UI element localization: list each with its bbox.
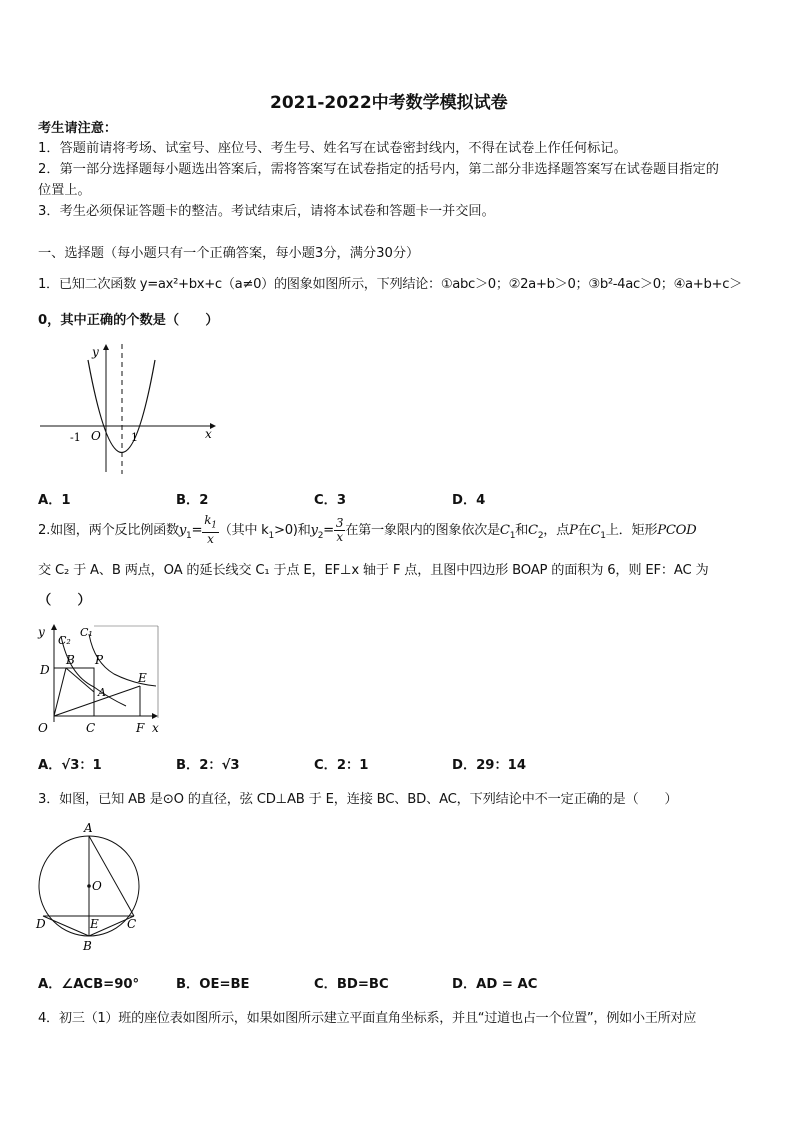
- q2-a-label: A: [98, 686, 106, 699]
- section-heading: 一、选择题（每小题只有一个正确答案，每小题3分，满分30分）: [38, 246, 420, 261]
- q2-c-label: C: [86, 721, 96, 735]
- q3-option-b[interactable]: B．OE=BE: [176, 977, 250, 992]
- q3-d-label: D: [36, 917, 46, 931]
- q2-e-label: E: [138, 671, 147, 685]
- q1-y-axis-label: y: [92, 345, 99, 359]
- notice-item-2-cont: 位置上。: [38, 183, 91, 198]
- q1-option-d[interactable]: D．4: [452, 493, 486, 508]
- q2-f-label: F: [136, 721, 145, 735]
- q2-hyperbola-figure: [34, 620, 164, 738]
- q2-option-d[interactable]: D．29：14: [452, 758, 527, 773]
- q1-tick-neg1: -1: [70, 431, 81, 444]
- q4-stem-line1: 4．初三（1）班的座位表如图所示，如果如图所示建立平面直角坐标系，并且“过道也占一个位置”，例如小王所对应: [38, 1011, 697, 1026]
- q2-option-c[interactable]: C．2：1: [314, 758, 369, 773]
- notice-item-3: 3．考生必须保证答题卡的整洁。考试结束后，请将本试卷和答题卡一并交回。: [38, 204, 495, 219]
- q2-stem-line2: 交 C₂ 于 A、B 两点，OA 的延长线交 C₁ 于点 E，EF⊥x 轴于 F 点，且图中四边形 BOAP 的面积为 6，则 EF：AC 为: [38, 563, 709, 578]
- q3-e-label: E: [90, 917, 99, 931]
- q1-option-b[interactable]: B．2: [176, 493, 209, 508]
- q2-p-label: P: [95, 653, 104, 667]
- q2-d-label: D: [40, 663, 50, 677]
- q2-option-b[interactable]: B．2：√3: [176, 758, 240, 773]
- q2-c1-label: C₁: [80, 626, 93, 639]
- q1-option-a[interactable]: A．1: [38, 493, 71, 508]
- q1-stem-line2: 0，其中正确的个数是（ ）: [38, 313, 219, 328]
- page-title: 2021-2022中考数学模拟试卷: [270, 93, 508, 113]
- q2-c2-label: C₂: [58, 634, 71, 647]
- notice-item-1: 1．答题前请将考场、试室号、座位号、考生号、姓名写在试卷密封线内，不得在试卷上作任何标记。: [38, 141, 627, 156]
- notice-item-2: 2．第一部分选择题每小题选出答案后，需将答案写在试卷指定的括号内，第二部分非选择题答案写在试卷题目指定的: [38, 162, 719, 177]
- q3-a-label: A: [84, 821, 93, 835]
- q2-stem-line3: （ ）: [38, 593, 91, 608]
- q2-option-a[interactable]: A．√3：1: [38, 758, 102, 773]
- q1-parabola-figure: [38, 340, 223, 478]
- q2-stem-line1: 2.如图，两个反比例函数$y_1=$ $\frac{k_1}{x}$ （其中 $k_1>0$)和$y_2=$ $\frac{3}{x}$ 在第一象限内的图象依次是$C_1$和$C_2$，点P在$C_1$上．矩形PCOD: [38, 513, 697, 547]
- q1-stem-line1: 1．已知二次函数 y=ax²+bx+c（a≠0）的图象如图所示，下列结论：①abc＞0；②2a+b＞0；③b²-4ac＞0；④a+b+c＞: [38, 277, 742, 292]
- q3-option-a[interactable]: A．∠ACB=90°: [38, 977, 140, 992]
- q1-option-c[interactable]: C．3: [314, 493, 347, 508]
- q3-b-label: B: [83, 939, 92, 952]
- q2-b-label: B: [66, 653, 75, 667]
- q3-option-d[interactable]: D．AD = AC: [452, 977, 538, 992]
- q2-y-axis-label: y: [38, 625, 45, 639]
- notice-heading: 考生请注意：: [38, 121, 118, 136]
- q3-c-label: C: [127, 917, 137, 931]
- q2-x-axis-label: x: [152, 721, 159, 735]
- q1-tick-1: 1: [131, 431, 138, 444]
- q1-x-axis-label: x: [205, 427, 212, 441]
- q1-origin-label: O: [91, 429, 101, 443]
- q3-circle-figure: [34, 820, 142, 952]
- q3-option-c[interactable]: C．BD=BC: [314, 977, 389, 992]
- q3-o-label: O: [92, 879, 102, 893]
- q2-o-label: O: [38, 721, 48, 735]
- q3-stem-line1: 3．如图，已知 AB 是⊙O 的直径，弦 CD⊥AB 于 E，连接 BC、BD、AC，下列结论中不一定正确的是（ ）: [38, 792, 678, 807]
